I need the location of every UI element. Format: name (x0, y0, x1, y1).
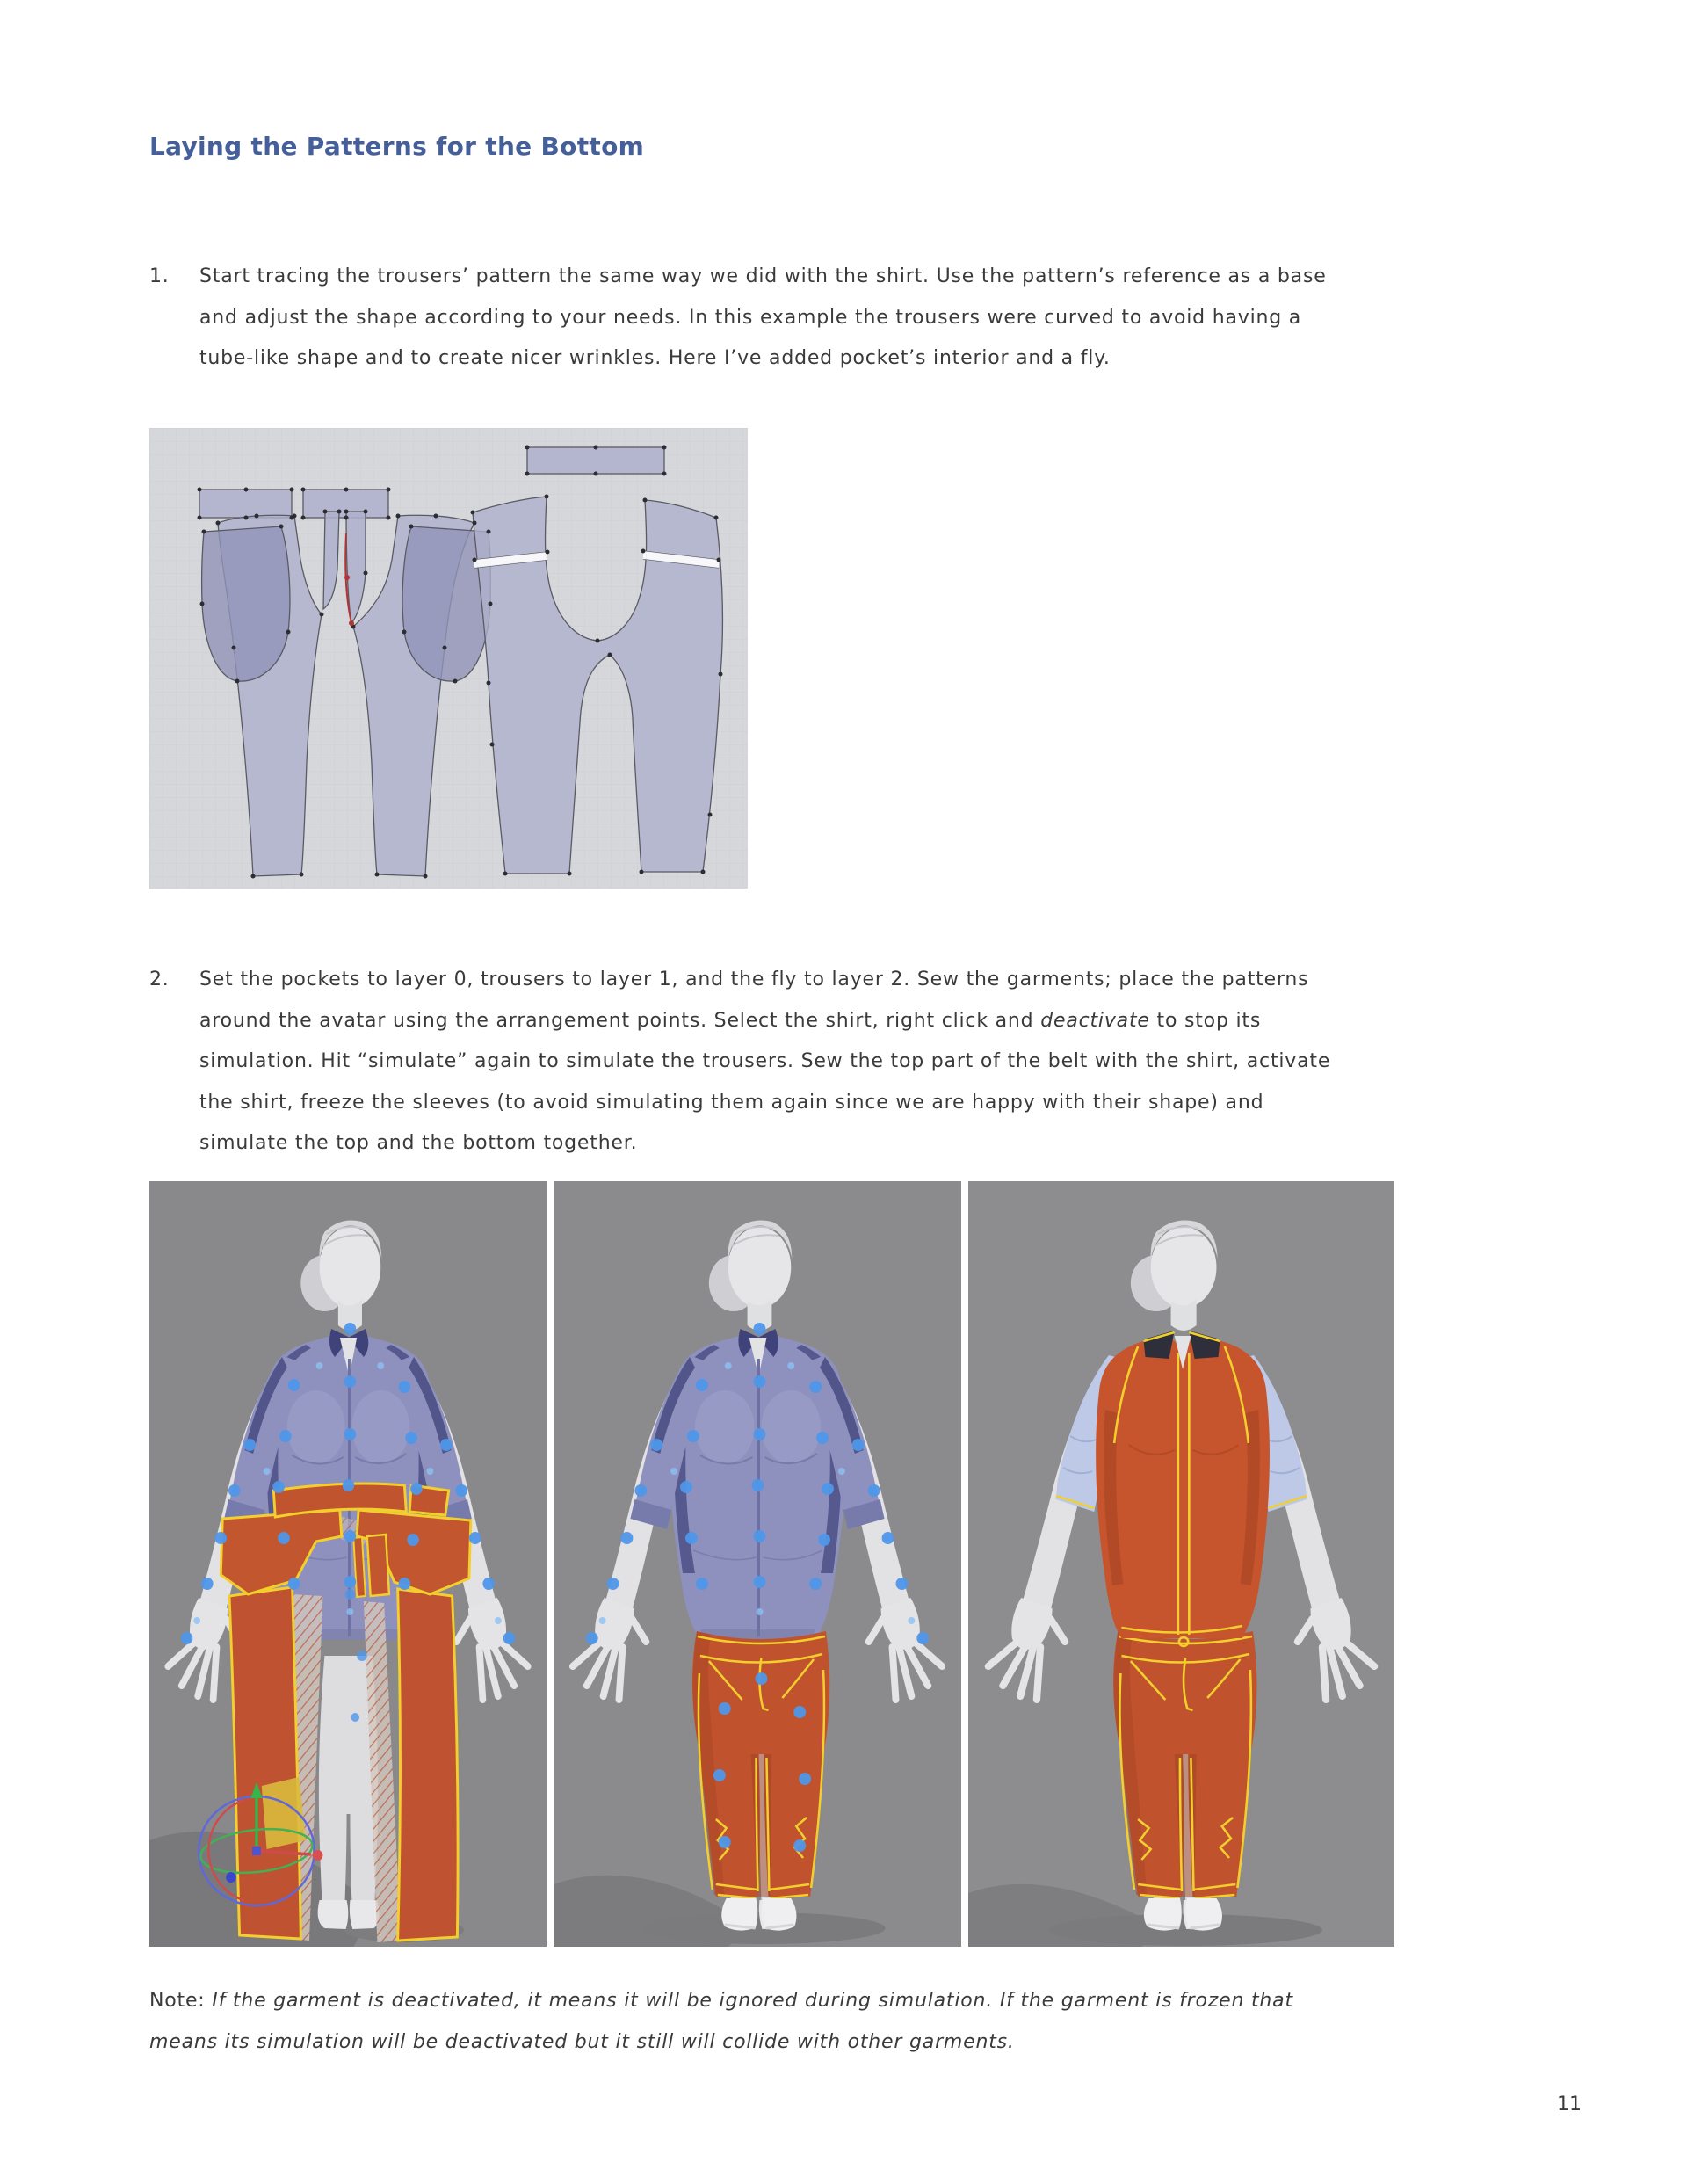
text-line (199, 1001, 1625, 1042)
text-line: the shirt, freeze the sleeves (to avoid simulating them again since we are happy with their shape) and (199, 1091, 1264, 1114)
list-item-2-number: 2. (149, 969, 170, 990)
figure-step-simulated-trousers (554, 1181, 961, 1947)
trousers-garment (692, 1631, 829, 1898)
pocket-interior-left (202, 526, 290, 681)
text-line: and adjust the shape according to your needs. In this example the trousers were curved to avoid having a (199, 306, 1302, 329)
text-line: simulate the top and the bottom together. (199, 1132, 638, 1154)
figure-pattern-pieces (149, 428, 748, 889)
text-line: Set the pockets to layer 0, trousers to layer 1, and the fly to layer 2. Sew the garments; place the patterns (199, 969, 1309, 990)
page-number: 11 (1557, 2093, 1582, 2115)
viewport-image-2 (554, 1181, 961, 1947)
note-line-2: means its simulation will be deactivated but it still will collide with other garments. (149, 2031, 1015, 2053)
list-item-1 (149, 257, 1625, 380)
list-item-2-text (199, 960, 1625, 1165)
viewport-image-3 (968, 1181, 1394, 1947)
page-title: Laying the Patterns for the Bottom (149, 132, 645, 161)
note-line-1: If the garment is deactivated, it means it will be ignored during simulation. If the garment is frozen that (212, 1990, 1293, 2012)
figure-step-full-outfit (968, 1181, 1394, 1947)
text-span: to stop its (1149, 1009, 1262, 1032)
text-line: Start tracing the trousers’ pattern the same way we did with the shirt. Use the pattern’s reference as a base (199, 265, 1327, 287)
figure-step-arrangement (149, 1181, 547, 1947)
text-span: around the avatar using the arrangement points. Select the shirt, right click and (199, 1009, 1041, 1032)
viewport-image-1 (149, 1181, 547, 1947)
text-line: simulation. Hit “simulate” again to simulate the trousers. Sew the top part of the belt with the shirt, activate (199, 1050, 1331, 1072)
trousers-garment (1113, 1631, 1256, 1898)
note-label: Note: (149, 1990, 213, 2012)
list-item-2 (149, 960, 1625, 1165)
text-line: tube-like shape and to create nicer wrinkles. Here I’ve added pocket’s interior and a fly. (199, 347, 1111, 369)
note-paragraph (149, 1980, 1625, 2063)
italic-term-deactivate: deactivate (1040, 1009, 1150, 1032)
pattern-editor-image (149, 428, 748, 889)
list-item-1-number: 1. (149, 265, 170, 287)
list-item-1-text (199, 257, 1625, 380)
